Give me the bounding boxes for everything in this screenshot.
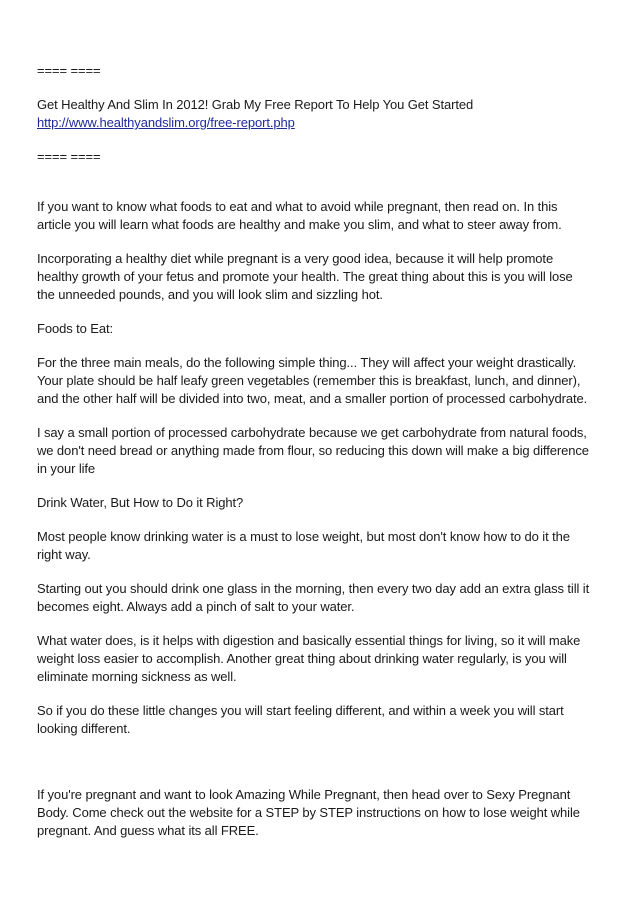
paragraph-line: Incorporating a healthy diet while pregnant is a very good idea, because it will help promote [37,251,554,266]
paragraph-line: article you will learn what foods are healthy and make you slim, and what to steer away from. [37,217,562,232]
section-heading: Drink Water, But How to Do it Right? [37,495,244,510]
paragraph-line: What water does, is it helps with digestion and basically essential things for living, so it will make [37,633,581,648]
paragraph-line: Body. Come check out the website for a STEP by STEP instructions on how to lose weight while [37,805,580,820]
paragraph-line: pregnant. And guess what its all FREE. [37,823,259,838]
paragraph-line: right way. [37,547,91,562]
paragraph-line: and the other half will be divided into two, meat, and a smaller portion of processed carbohydrate. [37,391,588,406]
paragraph-line: healthy growth of your fetus and promote your health. The great thing about this is you will lose [37,269,573,284]
paragraph-line: If you're pregnant and want to look Amazing While Pregnant, then head over to Sexy Pregnant [37,787,571,802]
paragraph-line: Your plate should be half leafy green vegetables (remember this is breakfast, lunch, and dinner), [37,373,581,388]
separator-top: ==== ==== [37,63,101,78]
paragraph-line: So if you do these little changes you will start feeling different, and within a week you will start [37,703,564,718]
paragraph-line: Starting out you should drink one glass in the morning, then every two day add an extra glass till it [37,581,590,596]
paragraph-line: we don't need bread or anything made from flour, so reducing this down will make a big difference [37,443,589,458]
promo-link[interactable]: http://www.healthyandslim.org/free-report.php [37,115,295,130]
paragraph-line: the unneeded pounds, and you will look slim and sizzling hot. [37,287,383,302]
paragraph-line: weight loss easier to accomplish. Another great thing about drinking water regularly, is you will [37,651,567,666]
paragraph-line: Most people know drinking water is a must to lose weight, but most don't know how to do it the [37,529,570,544]
paragraph-line: eliminate morning sickness as well. [37,669,237,684]
paragraph-line: If you want to know what foods to eat and what to avoid while pregnant, then read on. In this [37,199,558,214]
paragraph-line: in your life [37,461,96,476]
separator-bottom: ==== ==== [37,149,101,164]
paragraph-line: I say a small portion of processed carbohydrate because we get carbohydrate from natural foods, [37,425,587,440]
section-heading: Foods to Eat: [37,321,114,336]
paragraph-line: becomes eight. Always add a pinch of salt to your water. [37,599,355,614]
promo-line: Get Healthy And Slim In 2012! Grab My Free Report To Help You Get Started [37,97,474,112]
paragraph-line: looking different. [37,721,131,736]
paragraph-line: For the three main meals, do the following simple thing... They will affect your weight drastically. [37,355,577,370]
